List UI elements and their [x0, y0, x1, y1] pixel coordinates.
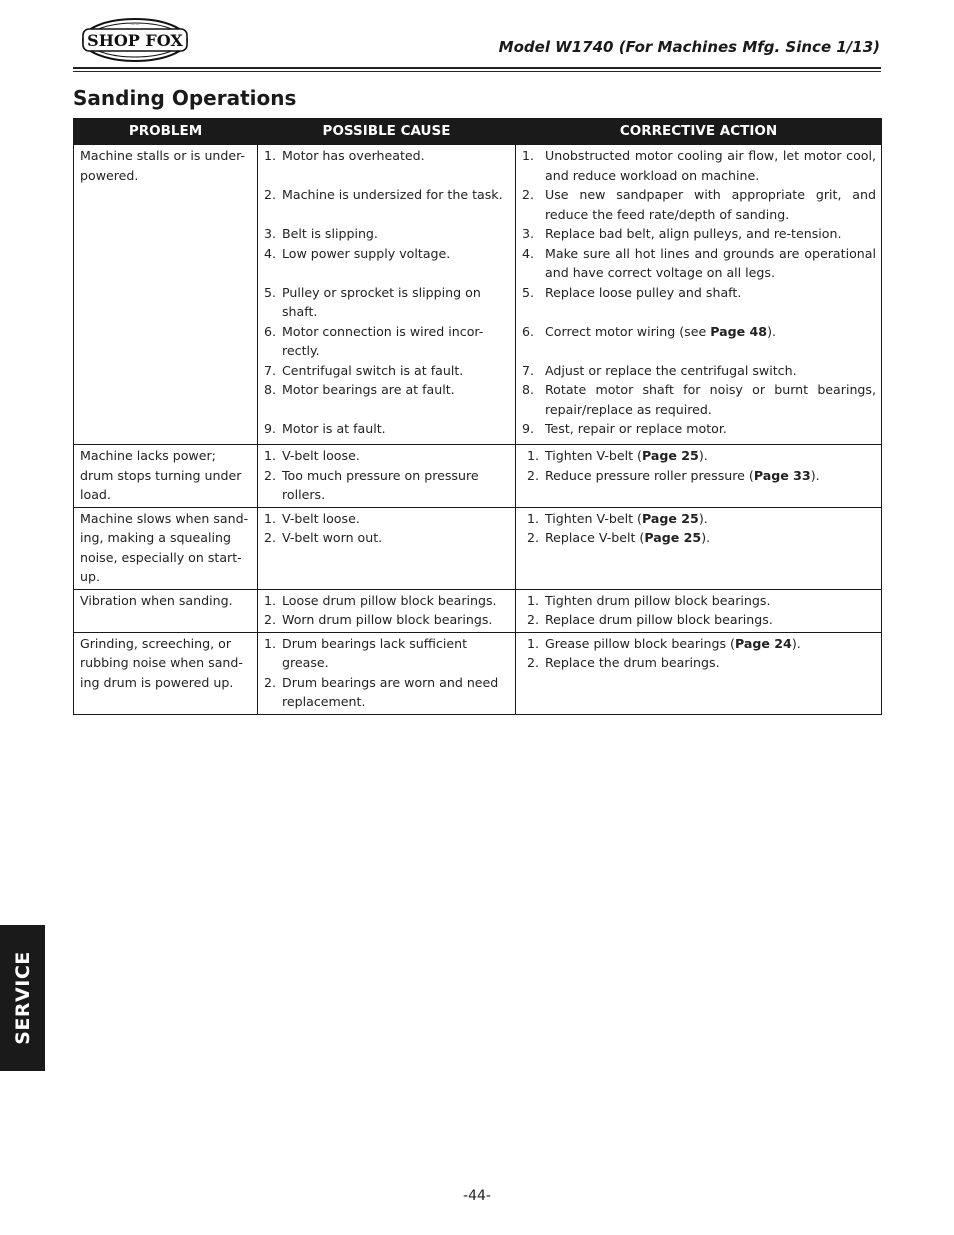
table-row	[74, 507, 882, 589]
cause-cell	[258, 589, 516, 632]
problem-text: Machine lacks power; drum stops turning under load.	[80, 448, 242, 502]
cause-cell	[258, 632, 516, 714]
action-item: 1. Tighten drum pillow block bearings.	[527, 591, 876, 611]
page-reference: Page 33	[753, 467, 811, 483]
list-number: 7.	[522, 362, 535, 378]
action-item: 2. Reduce pressure roller pressure (Page 33).	[527, 466, 876, 486]
list-number: 4.	[264, 245, 277, 261]
action-cell	[516, 445, 882, 508]
header-rule	[73, 67, 881, 69]
action-item: 1. Unobstructed motor cooling air flow, let motor cool, and reduce workload on machine.	[522, 148, 876, 183]
column-header-problem: PROBLEM	[74, 119, 258, 145]
list-number: 5.	[264, 284, 277, 300]
problem-cell	[74, 445, 258, 508]
cause-item: 2. Drum bearings are worn and need replacement.	[264, 674, 499, 709]
list-number: 2.	[264, 187, 277, 202]
list-number: 1.	[264, 448, 277, 463]
action-item: 1. Grease pillow block bearings (Page 24).	[527, 634, 876, 654]
problem-cell	[74, 145, 258, 445]
action-item: 6. Correct motor wiring (see Page 48).	[522, 322, 876, 342]
cause-item: 9. Motor is at fault.	[264, 419, 510, 439]
table-row	[74, 632, 882, 714]
list-number: 2.	[264, 612, 277, 627]
cause-item: 1. Loose drum pillow block bearings.	[264, 591, 510, 611]
list-number: 2.	[527, 655, 540, 670]
shop-fox-logo	[81, 17, 189, 63]
cause-item: 1. Drum bearings lack sufficient grease.	[264, 635, 468, 670]
problem-text: Vibration when sanding.	[80, 592, 233, 608]
action-cell	[516, 632, 882, 714]
column-header-action: CORRECTIVE ACTION	[516, 119, 882, 145]
action-item: 5. Replace loose pulley and shaft.	[522, 283, 876, 303]
svg-text:·······: ·······	[130, 22, 140, 27]
problem-text: Grinding, screeching, or rubbing noise when sand-ing drum is powered up.	[80, 635, 243, 690]
list-number: 2.	[522, 187, 535, 202]
action-item: 2. Replace drum pillow block bearings.	[527, 610, 876, 630]
cause-item: 2. Machine is undersized for the task.	[264, 185, 510, 205]
list-number: 8.	[264, 382, 277, 397]
list-number: 3.	[522, 226, 535, 241]
list-number: 9.	[522, 421, 535, 436]
action-item: 4. Make sure all hot lines and grounds are operational and have correct voltage on all legs.	[522, 245, 876, 280]
page-reference: Page 48	[710, 323, 768, 339]
list-number: 1.	[264, 510, 277, 526]
problem-text: Machine slows when sand-ing, making a squealing noise, especially on start-up.	[80, 510, 249, 584]
action-item: 2. Use new sandpaper with appropriate grit, and reduce the feed rate/depth of sanding.	[522, 187, 876, 222]
cause-item: 8. Motor bearings are at fault.	[264, 380, 510, 400]
list-number: 4.	[522, 245, 535, 261]
section-title: Sanding Operations	[73, 86, 297, 110]
action-item: 1. Tighten V-belt (Page 25).	[527, 509, 876, 529]
list-number: 6.	[522, 323, 535, 339]
list-number: 8.	[522, 382, 535, 397]
cause-item: 6. Motor connection is wired incor-rectly.	[264, 323, 484, 358]
cause-item: 2. Too much pressure on pressure rollers.	[264, 467, 479, 502]
action-item: 3. Replace bad belt, align pulleys, and re-tension.	[522, 224, 876, 244]
cause-item: 1. V-belt loose.	[264, 446, 510, 466]
list-number: 2.	[264, 467, 277, 483]
cause-cell	[258, 507, 516, 589]
action-cell	[516, 145, 882, 445]
action-item: 2. Replace V-belt (Page 25).	[527, 528, 876, 548]
page-reference: Page 25	[641, 510, 699, 526]
cause-item: 4. Low power supply voltage.	[264, 244, 510, 264]
list-number: 1.	[522, 148, 535, 163]
action-item: 1. Tighten V-belt (Page 25).	[527, 446, 876, 466]
cause-item: 2. Worn drum pillow block bearings.	[264, 610, 510, 630]
page-reference: Page 25	[644, 530, 702, 545]
action-item: 8. Rotate motor shaft for noisy or burnt bearings, repair/replace as required.	[522, 382, 876, 417]
table-header-row	[74, 119, 882, 145]
list-number: 1.	[527, 510, 540, 526]
header-rule-thin	[73, 71, 881, 72]
list-number: 2.	[264, 530, 277, 545]
list-number: 1.	[527, 635, 540, 651]
list-number: 7.	[264, 362, 277, 378]
problem-cell	[74, 507, 258, 589]
action-cell	[516, 589, 882, 632]
list-number: 9.	[264, 421, 277, 436]
list-number: 2.	[264, 674, 277, 690]
list-number: 2.	[527, 467, 540, 483]
table-row	[74, 589, 882, 632]
cause-cell	[258, 145, 516, 445]
problem-cell	[74, 589, 258, 632]
problem-text: Machine stalls or is under-powered.	[80, 148, 246, 183]
list-number: 1.	[264, 635, 277, 651]
action-item: 2. Replace the drum bearings.	[527, 653, 876, 673]
page-reference: Page 24	[734, 635, 792, 651]
list-number: 2.	[527, 612, 540, 627]
list-number: 2.	[527, 530, 540, 545]
side-tab-label: SERVICE	[11, 951, 34, 1045]
action-item: 7. Adjust or replace the centrifugal switch.	[522, 361, 876, 381]
problem-cell	[74, 632, 258, 714]
action-cell	[516, 507, 882, 589]
model-header: Model W1740 (For Machines Mfg. Since 1/13)	[498, 38, 880, 56]
table-row	[74, 445, 882, 508]
column-header-cause: POSSIBLE CAUSE	[258, 119, 516, 145]
page-reference: Page 25	[641, 448, 699, 463]
cause-cell	[258, 445, 516, 508]
svg-text:·······: ·······	[130, 55, 140, 60]
table-row	[74, 145, 882, 445]
list-number: 5.	[522, 284, 535, 300]
list-number: 3.	[264, 226, 277, 241]
cause-item: 1. V-belt loose.	[264, 509, 510, 529]
cause-item: 5. Pulley or sprocket is slipping on shaft.	[264, 284, 481, 319]
troubleshooting-table	[73, 118, 882, 715]
action-item: 9. Test, repair or replace motor.	[522, 419, 876, 439]
list-number: 1.	[527, 592, 540, 608]
list-number: 1.	[264, 592, 277, 608]
page-number: -44-	[463, 1188, 491, 1204]
list-number: 6.	[264, 323, 277, 339]
cause-item: 2. V-belt worn out.	[264, 528, 510, 548]
cause-item: 3. Belt is slipping.	[264, 224, 510, 244]
service-side-tab	[0, 925, 45, 1071]
list-number: 1.	[527, 448, 540, 463]
logo-wordmark: SHOP FOX	[87, 31, 183, 50]
list-number: 1.	[264, 148, 277, 163]
cause-item: 7. Centrifugal switch is at fault.	[264, 361, 510, 381]
cause-item: 1. Motor has overheated.	[264, 146, 510, 166]
